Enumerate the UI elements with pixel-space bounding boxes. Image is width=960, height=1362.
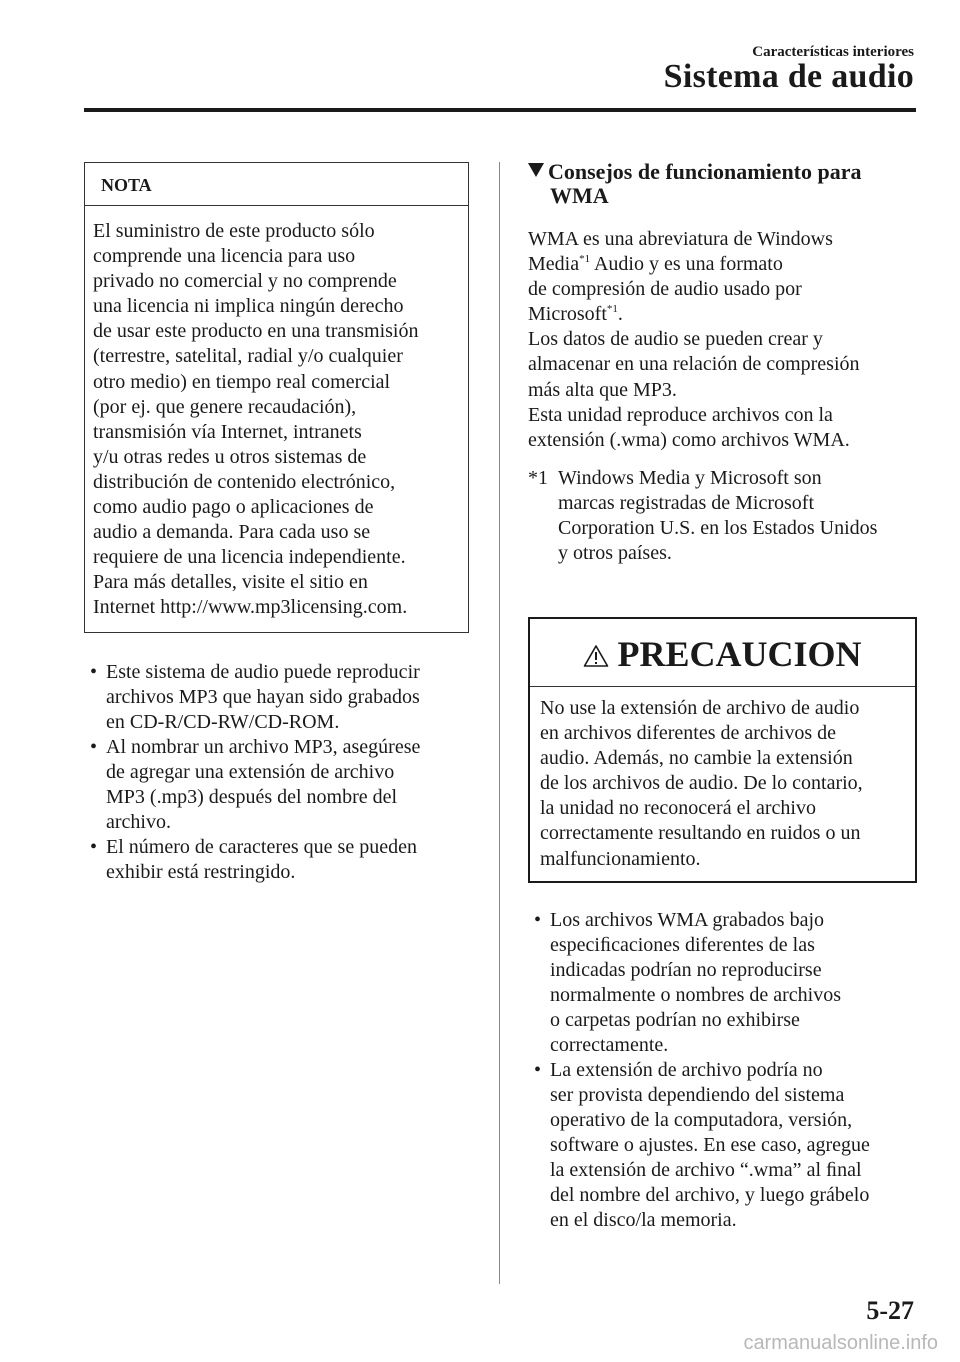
watermark: carmanualsonline.info xyxy=(743,1332,938,1354)
caution-heading xyxy=(530,633,915,677)
p2-line-a: Los datos de audio se pueden crear y xyxy=(528,328,823,351)
section-title-line2: WMA xyxy=(550,183,609,208)
right-bullet-list xyxy=(534,908,918,1233)
footnote-ref: *1 xyxy=(579,253,591,266)
section-body xyxy=(528,227,918,453)
note-rule xyxy=(85,205,468,206)
paragraph-1 xyxy=(528,227,918,327)
note-box xyxy=(84,162,469,633)
paragraph-3 xyxy=(528,403,918,453)
footnote-text: Windows Media y Microsoft son marcas registradas de Microsoft Corporation U.S. en los Estados Unidos y otros países. xyxy=(558,467,878,564)
header-rule xyxy=(84,108,916,112)
caution-box xyxy=(528,617,917,883)
list-item-text: El número de caracteres que se pueden exhibir está restringido. xyxy=(106,836,417,883)
p2-line-b: almacenar en una relación de compresión xyxy=(528,353,860,376)
bullet-symbol: • xyxy=(90,661,98,683)
p1-line-f: . xyxy=(617,303,623,326)
bullet-symbol: • xyxy=(90,836,98,858)
p1-line-b: Media xyxy=(528,253,580,276)
header-section-label: Características interiores xyxy=(752,44,914,60)
left-bullet-list xyxy=(90,660,470,885)
p1-line-e: Microsoft xyxy=(528,303,607,326)
list-item-text: La extensión de archivo podría no ser provista dependiendo del sistema operativo de la computadora, versión, software o ajustes. En ese caso, agregue la extensión de archivo “.wma” al ﬁnal del nombre del archivo, y luego grábelo en el disco/la memoria. xyxy=(550,1059,870,1231)
note-text: El suministro de este producto sólo comprende una licencia para uso privado no comercial y no comprende una licencia ni implica ningún derecho de usar este producto en una transmisión (terrestre, satelital, radial y/o cualquier otro medio) en tiempo real comercial (por ej. que genere recaudación), transmisión vía Internet, intranets y/u otras redes u otros sistemas de distribución de contenido electrónico, como audio pago o aplicaciones de audio a demanda. Para cada uso se requiere de una licencia independiente. Para más detalles, visite el sitio en Internet http://www.mp3licensing.com. xyxy=(93,220,419,619)
p1-line-a: WMA es una abreviatura de Windows xyxy=(528,228,833,250)
page-title: Sistema de audio xyxy=(663,58,914,95)
list-item xyxy=(90,735,470,835)
list-item xyxy=(534,908,918,1058)
triangle-down-icon xyxy=(528,163,544,177)
bullet-symbol: • xyxy=(534,1059,542,1081)
list-item xyxy=(90,660,470,735)
p2-line-c: más alta que MP3. xyxy=(528,378,677,401)
list-item-text: Al nombrar un archivo MP3, asegúrese de agregar una extensión de archivo MP3 (.mp3) después del nombre del archivo. xyxy=(106,736,421,833)
caution-rule xyxy=(530,686,915,687)
note-label: NOTA xyxy=(101,175,152,195)
warning-triangle-icon xyxy=(583,635,609,677)
bullet-symbol: • xyxy=(534,909,542,931)
section-heading xyxy=(528,160,918,208)
paragraph-2 xyxy=(528,327,918,402)
bullet-symbol: • xyxy=(90,736,98,758)
caution-text: No use la extensión de archivo de audio en archivos diferentes de archivos de audio. Además, no cambie la extensión de los archivos de audio. De lo contario, la unidad no reconocerá el archivo correctamente resultando en ruidos o un malfuncionamiento. xyxy=(540,697,863,870)
list-item xyxy=(90,835,470,885)
footnote xyxy=(528,466,920,566)
page-number: 5-27 xyxy=(866,1296,914,1325)
footnote-ref: *1 xyxy=(606,303,618,316)
list-item-text: Este sistema de audio puede reproducir archivos MP3 que hayan sido grabados en CD-R/CD-RW/CD-ROM. xyxy=(106,661,420,733)
p3-line-a: Esta unidad reproduce archivos con la xyxy=(528,403,833,426)
column-divider xyxy=(499,162,500,1284)
p3-line-b: extensión (.wma) como archivos WMA. xyxy=(528,428,850,451)
list-item-text: Los archivos WMA grabados bajo especiﬁcaciones diferentes de las indicadas podrían no reproducirse normalmente o nombres de archivos o carpetas podrían no exhibirse correctamente. xyxy=(550,909,842,1056)
footnote-mark: *1 xyxy=(528,467,548,489)
p1-line-c: Audio y es una formato xyxy=(590,253,783,276)
p1-line-d: de compresión de audio usado por xyxy=(528,278,802,301)
section-title-line1: Consejos de funcionamiento para xyxy=(548,159,862,184)
list-item xyxy=(534,1058,918,1233)
caution-title: PRECAUCION xyxy=(617,634,862,674)
